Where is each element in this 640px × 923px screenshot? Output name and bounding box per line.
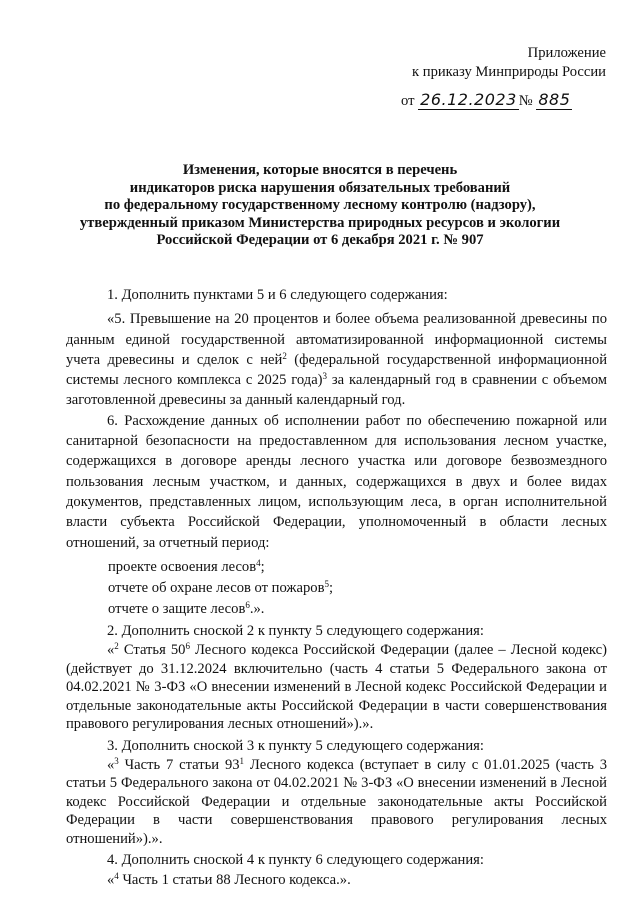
item-2-intro: 2. Дополнить сноской 2 к пункту 5 следующего содержания:: [107, 622, 484, 639]
title-line: Российской Федерации от 6 декабря 2021 г. № 907: [156, 232, 484, 249]
list-item-project: проекте освоения лесов$^4$;: [108, 557, 265, 575]
footnote-ref-6: 6: [245, 600, 250, 611]
list-item-fire-report: отчете об охране лесов от пожаров$^5$;: [108, 579, 334, 597]
footnote-2-text: «$^2$ Статья $50^6$ Лесного кодекса Российской Федерации (далее – Лесной кодекс) (действует до 31.12.2024 включительно (часть 4 статьи 5 Федерального закона от 04.02.2021 № 3-ФЗ «О внесении изменений в Лесной кодекс Российской Федерации и отдельные законодательные акты Российской Федерации в части совершенствования правового регулирования лесных отношений»).».: [66, 641, 607, 733]
title-line: утвержденный приказом Министерства природных ресурсов и экологии: [79, 214, 561, 231]
handwritten-number: 885: [538, 90, 571, 109]
item-4-intro: 4. Дополнить сноской 4 к пункту 6 следующего содержания:: [107, 852, 484, 869]
date-prefix: от: [401, 93, 415, 109]
appendix-header: [412, 44, 606, 82]
title-line: Изменения, которые вносятся в перечень: [182, 162, 458, 178]
item-1-intro: 1. Дополнить пунктами 5 и 6 следующего содержания:: [107, 287, 448, 303]
appendix-title: Приложение: [527, 45, 606, 61]
footnote-ref-2: 2: [282, 350, 287, 361]
footnote-4-text: «$^4$ Часть 1 статьи 88 Лесного кодекса.».: [107, 870, 351, 888]
footnote-3-text: «$^3$ Часть 7 статьи $93^1$ Лесного кодекса (вступает в силу с 01.01.2025 (часть 3 статьи 5 Федерального закона от 04.02.2021 № 3-ФЗ «О внесении изменений в Лесной кодекс Российской Федерации и отдельные законодательные акты Российской Федерации в части совершенствования правового регулирования лесных отношений»).».: [66, 755, 607, 847]
footnote-ref-4: 4: [256, 557, 261, 568]
order-reference: к приказу Минприроды России: [412, 64, 606, 80]
list-item-protection-report: отчете о защите лесов$^6$.».: [108, 600, 265, 618]
item-6-paragraph: 6. Расхождение данных об исполнении работ по обеспечению пожарной или санитарной безопасности на предоставленном для использования лесном участке, содержащихся в договоре аренды лесного участка или договоре безвозмездного пользования лесным участком, и данных, содержащихся в двух и более видах документов, представленных лицом, использующим леса, в орган исполнительной власти субъекта Российской Федерации, уполномоченный в области лесных отношений, за отчетный период:: [66, 412, 607, 551]
title-line: индикаторов риска нарушения обязательных требований: [129, 179, 511, 196]
document-body: [66, 285, 607, 889]
item-5-paragraph: «5. Превышение на 20 процентов и более объема реализованной древесины по данным единой государственной автоматизированной информационной системы учета древесины и сделок с ней$^2$ (федеральной государственной информационной системы лесного комплекса с 2025 года)$^3$ за календарный год в сравнении с объемом заготовленной древесины за данный календарный год.: [66, 311, 607, 409]
footnote-ref-5: 5: [324, 579, 329, 590]
footnote-ref-3: 3: [322, 371, 328, 382]
item-3-intro: 3. Дополнить сноской 3 к пункту 5 следующего содержания:: [107, 737, 484, 754]
order-date-number: [401, 90, 572, 110]
title-line: по федеральному государственному лесному контролю (надзору),: [104, 197, 536, 214]
document-title: [60, 162, 580, 250]
handwritten-date: 26.12.2023: [420, 90, 517, 109]
number-prefix: №: [518, 93, 533, 109]
